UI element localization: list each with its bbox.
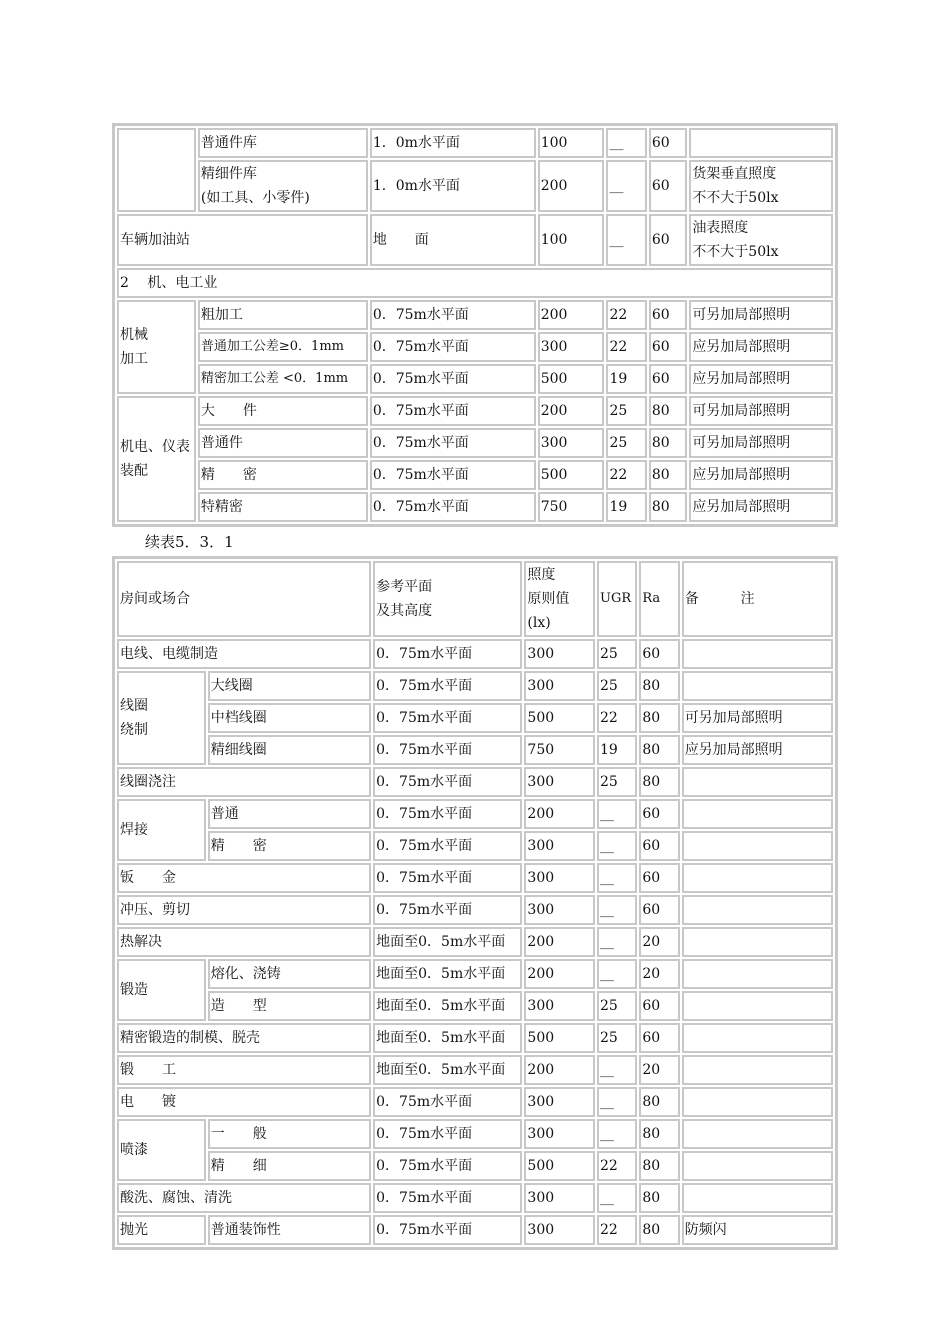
room-cell: 普通 [208, 799, 371, 829]
lux-cell: 300 [524, 863, 595, 893]
group-cell: 焊接 [117, 799, 206, 861]
lux-cell: 500 [524, 1151, 595, 1181]
room-cell: 普通件库 [198, 128, 368, 158]
ugr-cell: __ [597, 1183, 637, 1213]
table-row [117, 671, 833, 701]
note-cell [682, 863, 833, 893]
note-cell: 可另加局部照明 [689, 300, 833, 330]
ugr-cell: 19 [597, 735, 637, 765]
ra-cell: 80 [639, 735, 679, 765]
note-cell [682, 1183, 833, 1213]
ra-cell: 80 [639, 671, 679, 701]
ugr-cell: __ [597, 863, 637, 893]
ra-cell: 80 [639, 703, 679, 733]
plane-cell: 0．75m水平面 [373, 1215, 522, 1245]
plane-cell: 0．75m水平面 [373, 671, 522, 701]
lux-cell: 300 [524, 1119, 595, 1149]
table-row [117, 1087, 833, 1117]
note-cell [682, 1023, 833, 1053]
ra-cell: 60 [639, 639, 679, 669]
plane-cell: 0．75m水平面 [373, 1087, 522, 1117]
ugr-cell: 19 [606, 364, 646, 394]
room-cell: 线圈浇注 [117, 767, 371, 797]
lux-cell: 500 [524, 703, 595, 733]
lux-cell: 500 [538, 460, 605, 490]
note-cell: 可另加局部照明 [689, 428, 833, 458]
lux-cell: 100 [538, 128, 605, 158]
group-cell: 抛光 [117, 1215, 206, 1245]
ra-cell: 80 [639, 767, 679, 797]
lux-cell: 300 [524, 1215, 595, 1245]
lighting-table-part2 [112, 556, 838, 1250]
table-row [117, 1023, 833, 1053]
ugr-cell: 22 [597, 703, 637, 733]
table-row [117, 799, 833, 829]
ugr-cell: __ [606, 160, 646, 212]
plane-cell: 0．75m水平面 [370, 300, 536, 330]
ra-cell: 60 [639, 831, 679, 861]
ra-cell: 20 [639, 959, 679, 989]
room-cell: 精密锻造的制模、脱壳 [117, 1023, 371, 1053]
room-cell: 冲压、剪切 [117, 895, 371, 925]
table-row [117, 639, 833, 669]
ugr-cell: __ [597, 831, 637, 861]
ra-cell: 60 [649, 300, 687, 330]
ugr-cell: 25 [606, 428, 646, 458]
ra-cell: 60 [649, 128, 687, 158]
note-cell [682, 1087, 833, 1117]
ugr-cell: __ [606, 214, 646, 266]
plane-cell: 0．75m水平面 [370, 396, 536, 426]
plane-cell: 0．75m水平面 [370, 364, 536, 394]
ra-cell: 20 [639, 927, 679, 957]
lux-cell: 300 [524, 1087, 595, 1117]
lux-cell: 300 [524, 831, 595, 861]
note-cell: 应另加局部照明 [689, 364, 833, 394]
ra-cell: 80 [639, 1215, 679, 1245]
room-cell: 特精密 [198, 492, 368, 522]
ra-cell: 60 [649, 332, 687, 362]
table-row [117, 492, 833, 522]
lux-cell: 200 [524, 927, 595, 957]
group-cell: 机械 加工 [117, 300, 196, 394]
header-ra: Ra [639, 561, 679, 637]
note-cell: 防频闪 [682, 1215, 833, 1245]
ugr-cell: 22 [597, 1151, 637, 1181]
note-cell [682, 799, 833, 829]
ugr-cell: 22 [606, 332, 646, 362]
lux-cell: 300 [524, 895, 595, 925]
room-cell: 大 件 [198, 396, 368, 426]
room-cell: 一 般 [208, 1119, 371, 1149]
note-cell [682, 639, 833, 669]
table-row [117, 1183, 833, 1213]
room-cell: 中档线圈 [208, 703, 371, 733]
lux-cell: 100 [538, 214, 605, 266]
plane-cell: 0．75m水平面 [373, 639, 522, 669]
table-row [117, 364, 833, 394]
table-row [117, 300, 833, 330]
lux-cell: 200 [524, 1055, 595, 1085]
note-cell [682, 831, 833, 861]
note-cell [682, 1119, 833, 1149]
room-cell: 精 密 [208, 831, 371, 861]
note-cell [682, 1151, 833, 1181]
ra-cell: 80 [649, 428, 687, 458]
header-ugr: UGR [597, 561, 637, 637]
note-cell [682, 671, 833, 701]
ugr-cell: __ [597, 1055, 637, 1085]
room-cell: 普通装饰性 [208, 1215, 371, 1245]
ugr-cell: __ [597, 1087, 637, 1117]
plane-cell: 0．75m水平面 [373, 863, 522, 893]
group-cell [117, 128, 196, 212]
ugr-cell: 25 [597, 639, 637, 669]
plane-cell: 0．75m水平面 [373, 735, 522, 765]
lux-cell: 300 [538, 428, 605, 458]
note-cell [682, 767, 833, 797]
note-cell [682, 895, 833, 925]
ra-cell: 60 [639, 799, 679, 829]
ra-cell: 60 [639, 991, 679, 1021]
note-cell: 油表照度 不不大于50lx [689, 214, 833, 266]
ra-cell: 60 [649, 160, 687, 212]
group-cell: 机电、仪表 装配 [117, 396, 196, 522]
note-cell: 应另加局部照明 [689, 492, 833, 522]
lux-cell: 200 [538, 396, 605, 426]
plane-cell: 0．75m水平面 [373, 703, 522, 733]
table-row [117, 959, 833, 989]
table-row [117, 1215, 833, 1245]
ra-cell: 80 [639, 1119, 679, 1149]
lighting-table-part1 [112, 123, 838, 527]
table-row [117, 991, 833, 1021]
lux-cell: 300 [538, 332, 605, 362]
lux-cell: 300 [524, 991, 595, 1021]
section-title: 2 机、电工业 [117, 268, 833, 298]
room-cell: 电线、电缆制造 [117, 639, 371, 669]
ra-cell: 60 [639, 895, 679, 925]
lux-cell: 300 [524, 671, 595, 701]
ugr-cell: 25 [597, 991, 637, 1021]
ra-cell: 80 [649, 460, 687, 490]
plane-cell: 0．75m水平面 [370, 428, 536, 458]
table-row [117, 1055, 833, 1085]
ugr-cell: __ [597, 895, 637, 925]
room-cell: 普通件 [198, 428, 368, 458]
header-plane: 参考平面 及其高度 [373, 561, 522, 637]
table-row [117, 160, 833, 212]
header-lux: 照度 原则值 (lx) [524, 561, 595, 637]
plane-cell: 地 面 [370, 214, 536, 266]
table-row [117, 1119, 833, 1149]
room-cell: 精细线圈 [208, 735, 371, 765]
ra-cell: 80 [639, 1087, 679, 1117]
group-cell: 线圈 绕制 [117, 671, 206, 765]
table-row [117, 396, 833, 426]
ra-cell: 80 [639, 1151, 679, 1181]
plane-cell: 地面至0．5m水平面 [373, 959, 522, 989]
table-row [117, 735, 833, 765]
table-row [117, 460, 833, 490]
table-row [117, 927, 833, 957]
ugr-cell: __ [597, 1119, 637, 1149]
table-row [117, 128, 833, 158]
plane-cell: 0．75m水平面 [373, 799, 522, 829]
note-cell [689, 128, 833, 158]
note-cell: 货架垂直照度 不不大于50lx [689, 160, 833, 212]
ra-cell: 80 [649, 396, 687, 426]
lux-cell: 200 [538, 160, 605, 212]
lux-cell: 500 [538, 364, 605, 394]
room-cell: 热解决 [117, 927, 371, 957]
ra-cell: 60 [649, 364, 687, 394]
room-cell: 钣 金 [117, 863, 371, 893]
note-cell [682, 1055, 833, 1085]
plane-cell: 0．75m水平面 [373, 831, 522, 861]
plane-cell: 0．75m水平面 [370, 332, 536, 362]
header-note: 备 注 [682, 561, 833, 637]
room-cell: 大线圈 [208, 671, 371, 701]
room-cell: 精 密 [198, 460, 368, 490]
ugr-cell: 22 [606, 300, 646, 330]
lux-cell: 200 [524, 799, 595, 829]
table-row [117, 1151, 833, 1181]
room-cell: 精密加工公差 <0．1mm [198, 364, 368, 394]
header-room: 房间或场合 [117, 561, 371, 637]
note-cell: 应另加局部照明 [689, 332, 833, 362]
ugr-cell: 19 [606, 492, 646, 522]
ra-cell: 80 [649, 492, 687, 522]
table-row [117, 332, 833, 362]
ugr-cell: 22 [606, 460, 646, 490]
table-row [117, 895, 833, 925]
room-cell: 造 型 [208, 991, 371, 1021]
room-cell: 酸洗、腐蚀、清洗 [117, 1183, 371, 1213]
group-cell: 锻造 [117, 959, 206, 1021]
ra-cell: 20 [639, 1055, 679, 1085]
room-cell: 精 细 [208, 1151, 371, 1181]
table-row [117, 428, 833, 458]
room-cell: 粗加工 [198, 300, 368, 330]
room-cell: 电 镀 [117, 1087, 371, 1117]
plane-cell: 地面至0．5m水平面 [373, 927, 522, 957]
plane-cell: 1．0m水平面 [370, 128, 536, 158]
plane-cell: 0．75m水平面 [373, 1151, 522, 1181]
note-cell [682, 927, 833, 957]
plane-cell: 0．75m水平面 [373, 895, 522, 925]
lux-cell: 750 [538, 492, 605, 522]
section-row [117, 268, 833, 298]
ugr-cell: __ [597, 959, 637, 989]
plane-cell: 0．75m水平面 [370, 460, 536, 490]
plane-cell: 地面至0．5m水平面 [373, 991, 522, 1021]
lux-cell: 200 [538, 300, 605, 330]
plane-cell: 地面至0．5m水平面 [373, 1055, 522, 1085]
ra-cell: 80 [639, 1183, 679, 1213]
table-row [117, 767, 833, 797]
plane-cell: 地面至0．5m水平面 [373, 1023, 522, 1053]
plane-cell: 0．75m水平面 [373, 767, 522, 797]
room-cell: 熔化、浇铸 [208, 959, 371, 989]
ugr-cell: 25 [597, 1023, 637, 1053]
group-cell: 喷漆 [117, 1119, 206, 1181]
ugr-cell: __ [597, 799, 637, 829]
ra-cell: 60 [649, 214, 687, 266]
table-row [117, 214, 833, 266]
note-cell [682, 991, 833, 1021]
room-cell: 车辆加油站 [117, 214, 368, 266]
note-cell [682, 959, 833, 989]
ugr-cell: 25 [606, 396, 646, 426]
ugr-cell: 22 [597, 1215, 637, 1245]
lux-cell: 500 [524, 1023, 595, 1053]
ra-cell: 60 [639, 863, 679, 893]
table-row [117, 831, 833, 861]
plane-cell: 0．75m水平面 [370, 492, 536, 522]
lux-cell: 750 [524, 735, 595, 765]
note-cell: 可另加局部照明 [682, 703, 833, 733]
room-cell: 精细件库 (如工具、小零件) [198, 160, 368, 212]
lux-cell: 300 [524, 1183, 595, 1213]
room-cell: 普通加工公差≥0．1mm [198, 332, 368, 362]
lux-cell: 300 [524, 767, 595, 797]
note-cell: 应另加局部照明 [682, 735, 833, 765]
ugr-cell: 25 [597, 671, 637, 701]
plane-cell: 0．75m水平面 [373, 1183, 522, 1213]
table-row [117, 863, 833, 893]
ra-cell: 60 [639, 1023, 679, 1053]
table-row [117, 703, 833, 733]
table-caption: 续表5．3．1 [145, 533, 234, 551]
room-cell: 锻 工 [117, 1055, 371, 1085]
lux-cell: 200 [524, 959, 595, 989]
ugr-cell: __ [597, 927, 637, 957]
plane-cell: 1．0m水平面 [370, 160, 536, 212]
plane-cell: 0．75m水平面 [373, 1119, 522, 1149]
ugr-cell: 25 [597, 767, 637, 797]
lux-cell: 300 [524, 639, 595, 669]
note-cell: 可另加局部照明 [689, 396, 833, 426]
header-row [117, 561, 833, 637]
ugr-cell: __ [606, 128, 646, 158]
note-cell: 应另加局部照明 [689, 460, 833, 490]
